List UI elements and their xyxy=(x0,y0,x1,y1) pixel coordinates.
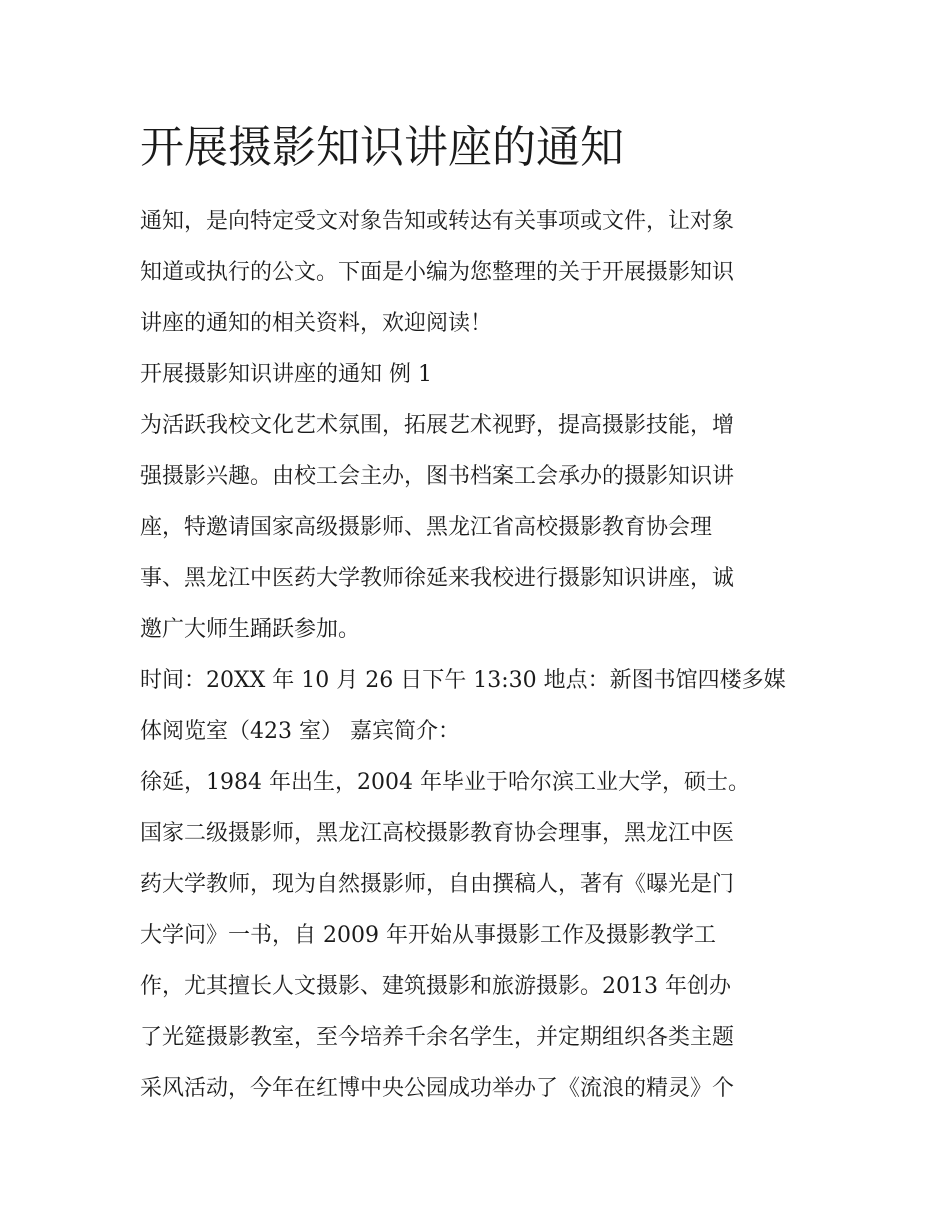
paragraph-line: 通知，是向特定受文对象告知或转达有关事项或文件，让对象 xyxy=(140,209,735,234)
paragraph-line: 体阅览室（423 室） 嘉宾简介： xyxy=(140,719,460,744)
paragraph-line: 药大学教师，现为自然摄影师，自由撰稿人，著有《曝光是门 xyxy=(140,872,735,897)
paragraph-line: 采风活动，今年在红博中央公园成功举办了《流浪的精灵》个 xyxy=(140,1076,735,1101)
paragraph-line: 作，尤其擅长人文摄影、建筑摄影和旅游摄影。2013 年创办 xyxy=(140,974,731,999)
paragraph-line: 座，特邀请国家高级摄影师、黑龙江省高校摄影教育协会理 xyxy=(140,515,713,540)
paragraph-line: 知道或执行的公文。下面是小编为您整理的关于开展摄影知识 xyxy=(140,260,735,285)
section-heading: 开展摄影知识讲座的通知 例 1 xyxy=(140,362,432,387)
paragraph-line: 强摄影兴趣。由校工会主办，图书档案工会承办的摄影知识讲 xyxy=(140,464,735,489)
document-body xyxy=(140,196,820,1114)
paragraph-line: 了光筵摄影教室，至今培养千余名学生，并定期组织各类主题 xyxy=(140,1025,735,1050)
paragraph-line: 徐延，1984 年出生，2004 年毕业于哈尔滨工业大学，硕士。 xyxy=(140,770,750,795)
paragraph-line: 事、黑龙江中医药大学教师徐延来我校进行摄影知识讲座，诚 xyxy=(140,566,735,591)
paragraph-line: 国家二级摄影师，黑龙江高校摄影教育协会理事，黑龙江中医 xyxy=(140,821,735,846)
paragraph-line: 讲座的通知的相关资料，欢迎阅读！ xyxy=(140,311,493,336)
paragraph-line: 大学问》一书，自 2009 年开始从事摄影工作及摄影教学工 xyxy=(140,923,716,948)
paragraph-line: 时间：20XX 年 10 月 26 日下午 13:30 地点：新图书馆四楼多媒 xyxy=(140,668,786,693)
document-title: 开展摄影知识讲座的通知 xyxy=(140,122,624,173)
paragraph-line: 邀广大师生踊跃参加。 xyxy=(140,617,361,642)
paragraph-line: 为活跃我校文化艺术氛围，拓展艺术视野，提高摄影技能，增 xyxy=(140,413,735,438)
